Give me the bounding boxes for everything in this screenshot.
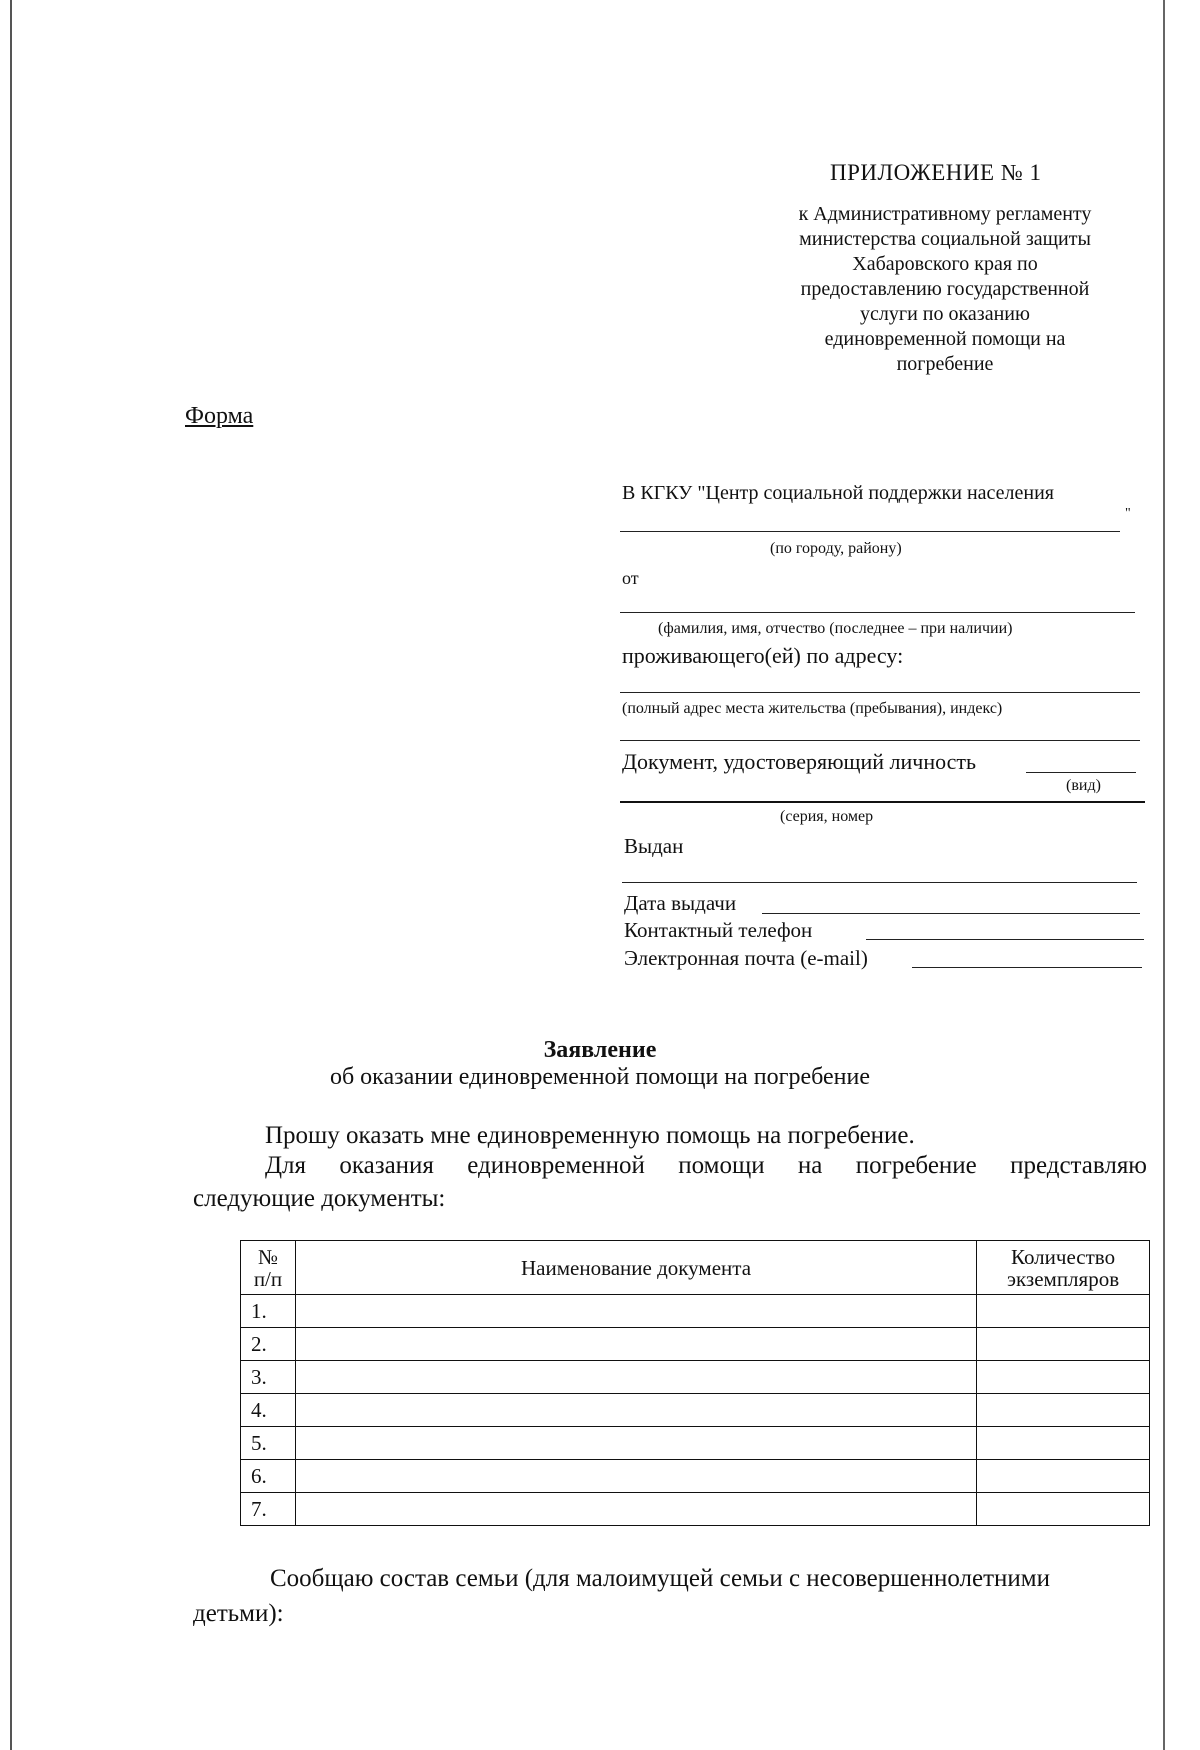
doc-name-cell[interactable] — [295, 1328, 976, 1361]
header-qty-line2: экземпляров — [1006, 1266, 1120, 1291]
header-qty-line1: Количество — [1011, 1244, 1116, 1269]
row-number: 1. — [241, 1295, 296, 1328]
doc-name-cell[interactable] — [295, 1394, 976, 1427]
appendix-subtitle-line: услуги по оказанию — [860, 303, 1030, 325]
scan-edge-right — [1163, 0, 1165, 1750]
email-label: Электронная почта (e-mail) — [624, 946, 868, 970]
appendix-subtitle-line: Хабаровского края по — [852, 253, 1038, 275]
issued-line[interactable] — [622, 882, 1137, 883]
quantity-cell[interactable] — [977, 1328, 1150, 1361]
row-number: 3. — [241, 1361, 296, 1394]
table-row — [241, 1328, 1150, 1361]
appendix-subtitle-line: министерства социальной защиты — [799, 228, 1091, 250]
row-number: 6. — [241, 1460, 296, 1493]
statement-para-1: Прошу оказать мне единовременную помощь на погребение. — [265, 1122, 915, 1149]
header-num — [241, 1241, 296, 1295]
statement-para-2-line-1: Для оказания единовременной помощи на погребение представляю — [265, 1152, 1147, 1179]
appendix-title: ПРИЛОЖЕНИЕ № 1 — [830, 160, 1042, 185]
family-line-2: детьми): — [193, 1600, 284, 1627]
appendix-subtitle-line: предоставлению государственной — [800, 278, 1090, 300]
address-label: проживающего(ей) по адресу: — [622, 643, 904, 668]
issue-date-label: Дата выдачи — [624, 891, 737, 915]
id-doc-label: Документ, удостоверяющий личность — [622, 749, 977, 774]
issued-label: Выдан — [624, 834, 684, 858]
doc-name-cell[interactable] — [295, 1427, 976, 1460]
quantity-cell[interactable] — [977, 1460, 1150, 1493]
appendix-subtitle — [745, 202, 1145, 377]
from-label: от — [622, 568, 639, 588]
header-num-line1: № — [257, 1244, 278, 1269]
statement-subtitle: об оказании единовременной помощи на погребение — [329, 1064, 871, 1090]
header-num-line2: п/п — [253, 1266, 283, 1291]
quantity-cell[interactable] — [977, 1493, 1150, 1526]
phone-line[interactable] — [866, 939, 1144, 940]
addressee-to-line: В КГКУ "Центр социальной поддержки населения — [622, 482, 1054, 504]
documents-table — [240, 1240, 1150, 1526]
appendix-subtitle-line: единовременной помощи на — [824, 328, 1066, 350]
appendix-subtitle-line: погребение — [896, 353, 994, 375]
statement-para-2-line-2: следующие документы: — [193, 1185, 446, 1212]
quantity-cell[interactable] — [977, 1394, 1150, 1427]
quantity-cell[interactable] — [977, 1361, 1150, 1394]
table-row — [241, 1427, 1150, 1460]
id-doc-series-line[interactable] — [620, 801, 1145, 803]
family-line-1: Сообщаю состав семьи (для малоимущей семьи с несовершеннолетними — [270, 1565, 1050, 1592]
row-number: 2. — [241, 1328, 296, 1361]
form-label: Форма — [185, 403, 254, 429]
id-doc-kind-hint: (вид) — [1066, 777, 1101, 794]
id-doc-series-hint: (серия, номер — [780, 808, 874, 825]
doc-name-cell[interactable] — [295, 1295, 976, 1328]
address-line-2[interactable] — [620, 740, 1140, 741]
quantity-cell[interactable] — [977, 1295, 1150, 1328]
id-doc-kind-line[interactable] — [1026, 772, 1136, 773]
email-line[interactable] — [912, 967, 1142, 968]
table-row — [241, 1295, 1150, 1328]
address-line-1[interactable] — [620, 692, 1140, 693]
doc-name-cell[interactable] — [295, 1493, 976, 1526]
appendix-subtitle-line: к Административному регламенту — [798, 203, 1092, 225]
quantity-cell[interactable] — [977, 1427, 1150, 1460]
header-doc-name: Наименование документа — [295, 1241, 976, 1295]
addressee-org-line[interactable] — [620, 531, 1120, 532]
table-header-row — [241, 1241, 1150, 1295]
table-row — [241, 1394, 1150, 1427]
header-quantity — [977, 1241, 1150, 1295]
row-number: 7. — [241, 1493, 296, 1526]
row-number: 5. — [241, 1427, 296, 1460]
table-row — [241, 1361, 1150, 1394]
statement-title: Заявление — [543, 1037, 657, 1063]
scan-edge-left — [10, 0, 12, 1750]
doc-name-cell[interactable] — [295, 1460, 976, 1493]
table-row — [241, 1493, 1150, 1526]
doc-name-cell[interactable] — [295, 1361, 976, 1394]
row-number: 4. — [241, 1394, 296, 1427]
name-hint: (фамилия, имя, отчество (последнее – при наличии) — [658, 620, 1013, 637]
addressee-to-hint: (по городу, району) — [770, 540, 902, 557]
addressee-quote-mark: " — [1125, 506, 1131, 521]
issue-date-line[interactable] — [762, 913, 1140, 914]
address-hint: (полный адрес места жительства (пребывания), индекс) — [622, 700, 1003, 717]
name-line[interactable] — [620, 612, 1135, 613]
table-row — [241, 1460, 1150, 1493]
phone-label: Контактный телефон — [624, 918, 813, 942]
